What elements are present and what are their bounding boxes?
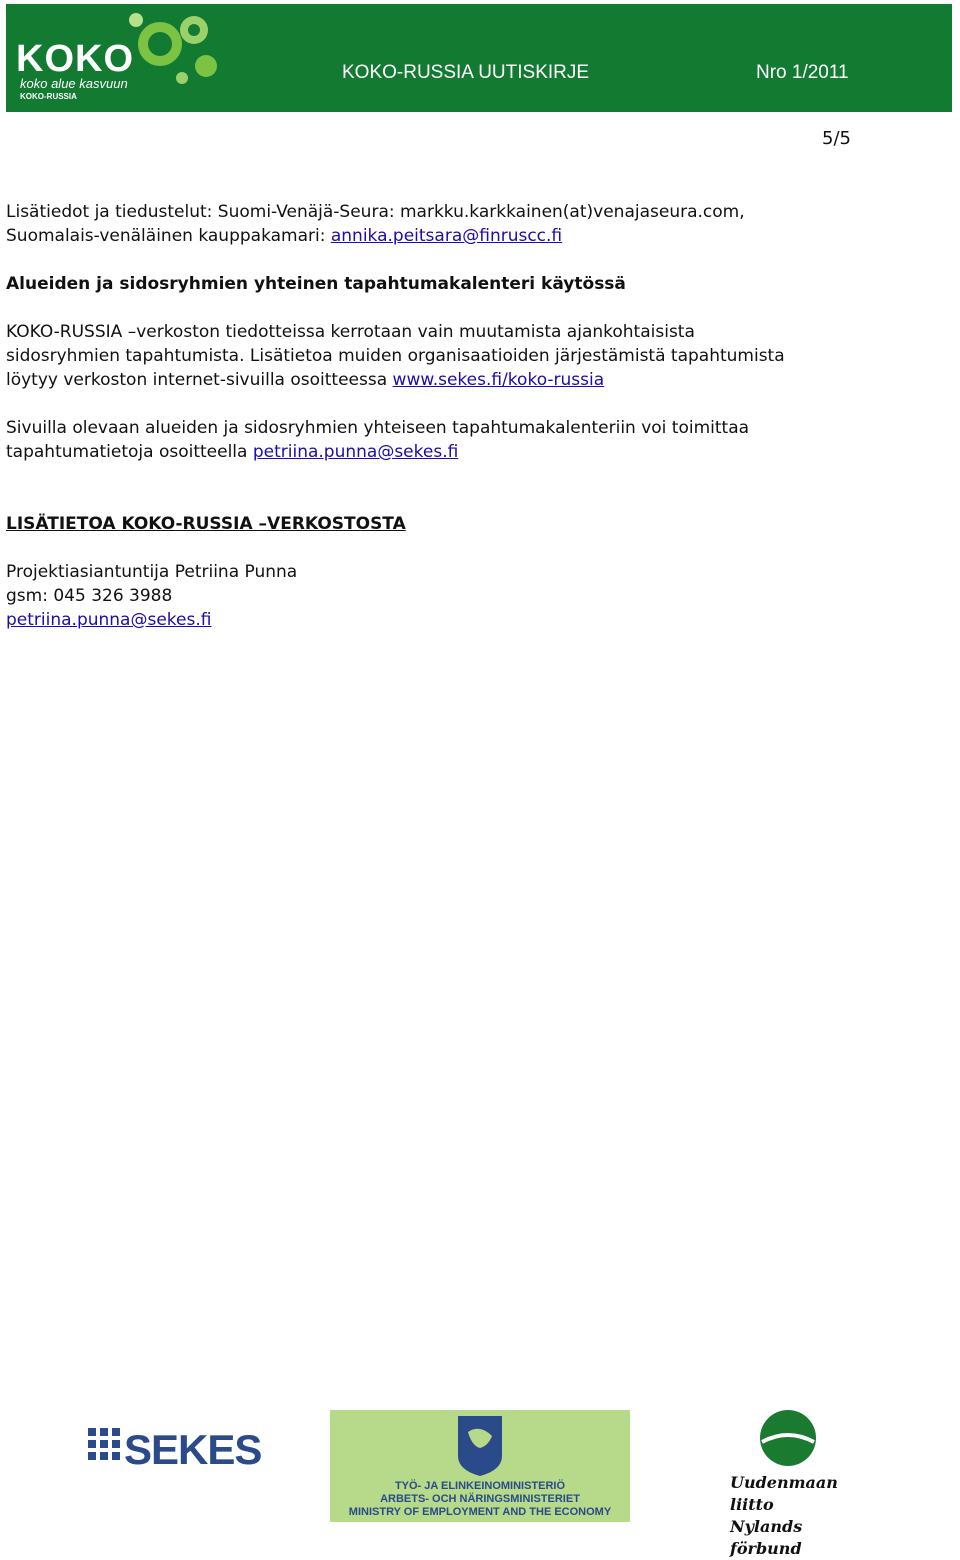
lion-emblem-icon <box>450 1412 510 1478</box>
more-info-heading: LISÄTIETOA KOKO-RUSSIA –VERKOSTOSTA <box>6 514 406 534</box>
calendar-heading: Alueiden ja sidosryhmien yhteinen tapahtumakalenteri käytössä <box>6 274 626 294</box>
calendar-email-link[interactable]: petriina.punna@sekes.fi <box>252 442 459 462</box>
uusimaa-name-fi: Uudenmaan liitto <box>730 1473 838 1514</box>
page-number: 5/5 <box>822 128 851 149</box>
logo-word: KOKO <box>16 38 134 80</box>
sekes-site-link[interactable]: www.sekes.fi/koko-russia <box>392 370 605 390</box>
newsletter-title: KOKO-RUSSIA UUTISKIRJE <box>342 62 590 83</box>
contact-person-email-line <box>6 608 906 632</box>
ministry-logo <box>330 1410 630 1522</box>
ministry-name-fi: TYÖ- JA ELINKEINOMINISTERIÖ <box>394 1480 566 1492</box>
finruscc-email-link[interactable]: annika.peitsara@finruscc.fi <box>330 226 563 246</box>
contact-line-1: Lisätiedot ja tiedustelut: Suomi-Venäjä-Seura: markku.karkkainen(at)venajaseura.com, <box>6 202 745 222</box>
contact-person-name: Projektiasiantuntija Petriina Punna <box>6 562 298 582</box>
calendar-para2-line2-text: tapahtumatietoja osoitteella <box>6 442 253 462</box>
calendar-para1-line1: KOKO-RUSSIA –verkoston tiedotteissa kerrotaan vain muutamista ajankohtaisista <box>6 322 695 342</box>
logo-tagline: koko alue kasvuun <box>20 76 128 91</box>
calendar-para1-line3-text: löytyy verkoston internet-sivuilla osoitteessa <box>6 370 393 390</box>
issue-number: Nro 1/2011 <box>756 62 849 83</box>
koko-bubbles-graphic <box>116 4 236 112</box>
contact-line-2-text: Suomalais-venäläinen kauppakamari: <box>6 226 331 246</box>
sekes-grid-icon <box>88 1428 128 1472</box>
uusimaa-globe-icon <box>758 1408 818 1468</box>
content-body <box>6 200 906 632</box>
calendar-para2-line2 <box>6 440 906 464</box>
ministry-name-en: MINISTRY OF EMPLOYMENT AND THE ECONOMY <box>348 1506 612 1518</box>
sekes-wordmark: SEKES <box>124 1426 262 1473</box>
ministry-name-sv: ARBETS- OCH NÄRINGSMINISTERIET <box>380 1493 580 1505</box>
koko-logo <box>6 4 236 112</box>
uusimaa-logo <box>730 1406 860 1558</box>
logo-sub: KOKO-RUSSIA <box>20 92 77 101</box>
calendar-para1-line3 <box>6 368 906 392</box>
sekes-logo <box>88 1426 262 1476</box>
calendar-para1-line2: sidosryhmien tapahtumista. Lisätietoa muiden organisaatioiden järjestämistä tapahtumista <box>6 346 785 366</box>
contact-person-email-link[interactable]: petriina.punna@sekes.fi <box>6 610 212 630</box>
newsletter-header <box>6 4 952 112</box>
calendar-para2-line1: Sivuilla olevaan alueiden ja sidosryhmien yhteiseen tapahtumakalenteriin voi toimittaa <box>6 418 750 438</box>
uusimaa-name-sv: Nylands förbund <box>730 1517 803 1558</box>
contact-line-2 <box>6 224 906 248</box>
contact-person-phone: gsm: 045 326 3988 <box>6 586 173 606</box>
